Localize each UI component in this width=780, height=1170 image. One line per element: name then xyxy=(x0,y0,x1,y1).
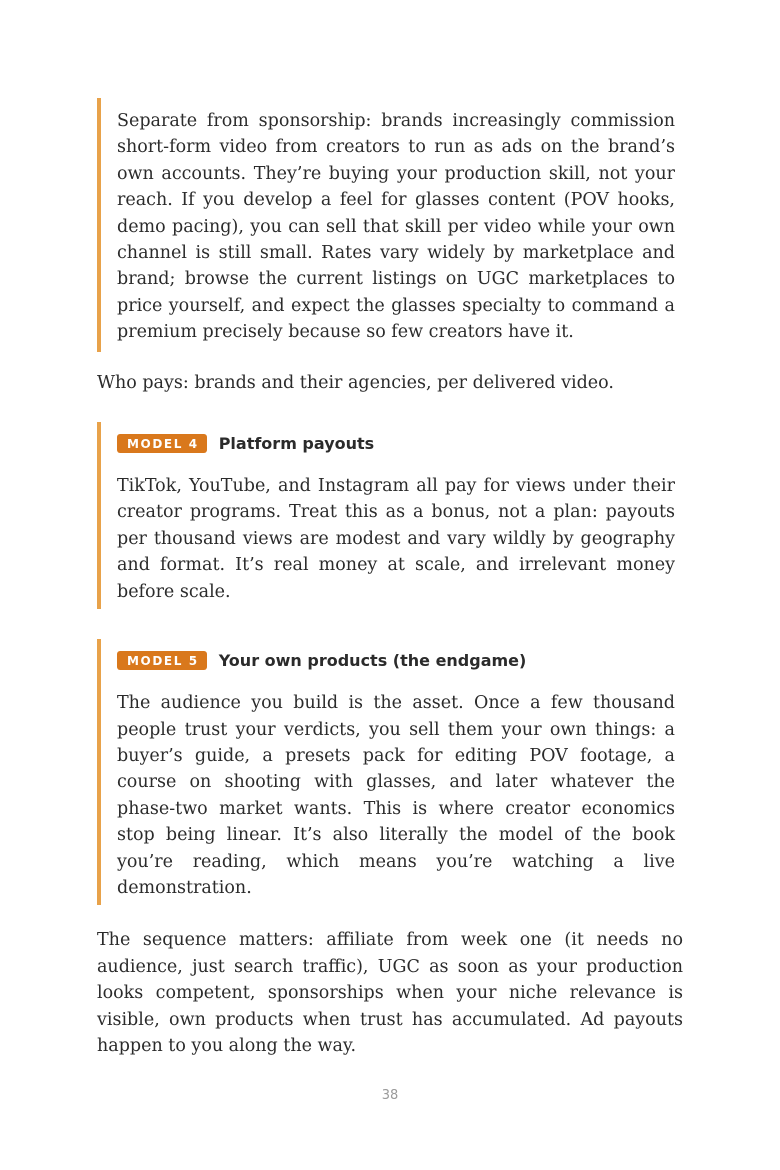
ugc-callout-text: Separate from sponsorship: brands increasingly commission short-form video from creators to run as ads on the brand’s own accounts. They’re buying your production skill, not your reach. If you develop a feel for glasses content (POV hooks, demo pacing), you can sell that skill per video while your own channel is still small. Rates vary widely by marketplace and brand; browse the current listings on UGC marketplaces to price yourself, and expect the glasses specialty to command a premium precisely because so few creators have it. xyxy=(117,111,675,343)
page-number: 38 xyxy=(381,1088,399,1103)
model-4-text: TikTok, YouTube, and Instagram all pay for views under their creator programs. Treat this as a bonus, not a plan: payouts per thousand views are modest and vary wildly by geography and format. It’s real money at scale, and irrelevant money before scale. xyxy=(117,476,675,602)
model-5-title: Your own products (the endgame) xyxy=(218,651,527,671)
ugc-callout xyxy=(97,98,683,352)
model-5-text: The audience you build is the asset. Once a few thousand people trust your verdicts, you sell them your own things: a buyer’s guide, a presets pack for editing POV footage, a course on shooting with glasses, and later whatever the phase-two market wants. This is where creator economics stop being linear. It’s also literally the model of the book you’re reading, which means you’re watching a live demonstration. xyxy=(117,693,675,898)
page-content xyxy=(97,98,683,1059)
model-4-badge: MODEL 4 xyxy=(117,434,207,453)
model-4-header xyxy=(117,434,675,453)
closing-paragraph: The sequence matters: affiliate from week one (it needs no audience, just search traffic), UGC as soon as your production looks competent, sponsorships when your niche relevance is visible, own products when trust has accumulated. Ad payouts happen to you along the way. xyxy=(97,930,683,1056)
model-5-callout xyxy=(97,639,683,905)
model-4-callout xyxy=(97,422,683,609)
model-5-header xyxy=(117,651,675,670)
who-pays-paragraph: Who pays: brands and their agencies, per delivered video. xyxy=(97,372,614,393)
model-4-title: Platform payouts xyxy=(218,434,375,454)
model-5-badge: MODEL 5 xyxy=(117,651,207,670)
